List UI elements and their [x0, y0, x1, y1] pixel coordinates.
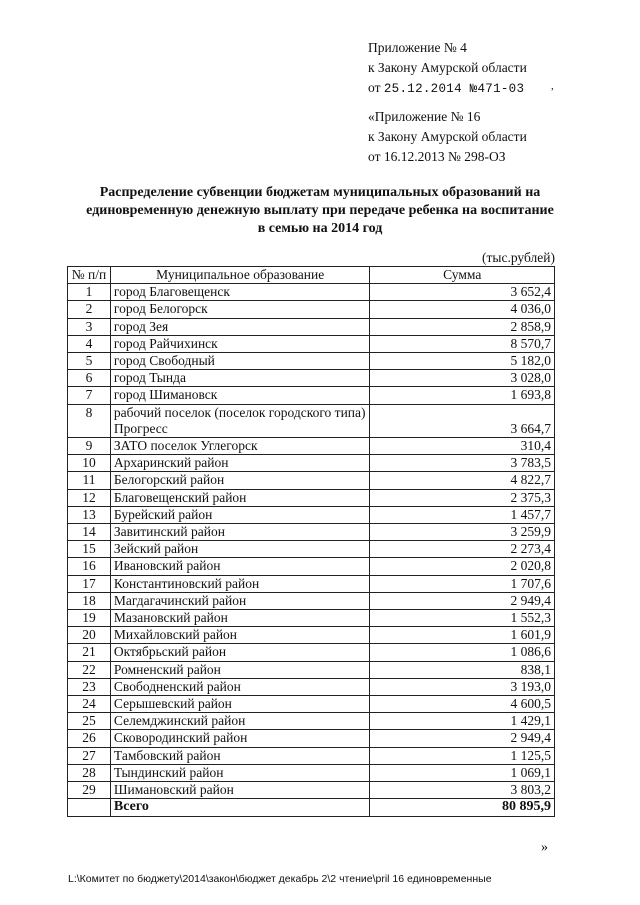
municipality-name: Благовещенский район	[110, 489, 370, 506]
subvention-sum: 3 652,4	[370, 284, 555, 301]
municipality-name: город Райчихинск	[110, 335, 370, 352]
original-law-reference: к Закону Амурской области	[368, 129, 527, 144]
municipality-name: Архаринский район	[110, 455, 370, 472]
municipality-name: Мазановский район	[110, 610, 370, 627]
row-number: 9	[68, 438, 111, 455]
subvention-sum: 3 028,0	[370, 370, 555, 387]
subvention-sum: 1 125,5	[370, 747, 555, 764]
row-number: 18	[68, 592, 111, 609]
row-number: 16	[68, 558, 111, 575]
row-number: 8	[68, 404, 111, 437]
table-row	[68, 764, 555, 781]
row-number: 13	[68, 506, 111, 523]
row-number: 24	[68, 696, 111, 713]
subvention-sum: 2 949,4	[370, 730, 555, 747]
table-row	[68, 370, 555, 387]
row-number: 10	[68, 455, 111, 472]
subvention-sum: 2 273,4	[370, 541, 555, 558]
table-header-row	[68, 267, 555, 284]
row-number: 5	[68, 353, 111, 370]
table-row	[68, 318, 555, 335]
municipality-name: ЗАТО поселок Углегорск	[110, 438, 370, 455]
municipality-name: город Тында	[110, 370, 370, 387]
title-line-3: в семью на 2014 год	[257, 221, 383, 236]
subvention-sum: 5 182,0	[370, 353, 555, 370]
municipality-name: Селемджинский район	[110, 713, 370, 730]
subvention-sum: 4 600,5	[370, 696, 555, 713]
original-appendix-header	[368, 107, 527, 167]
document-title	[60, 184, 580, 238]
municipality-name: Тындинский район	[110, 764, 370, 781]
subvention-sum: 1 086,6	[370, 644, 555, 661]
municipality-name: Сковородинский район	[110, 730, 370, 747]
subvention-sum: 4 822,7	[370, 472, 555, 489]
row-number: 19	[68, 610, 111, 627]
subvention-sum: 3 783,5	[370, 455, 555, 472]
table-row	[68, 627, 555, 644]
row-number: 28	[68, 764, 111, 781]
subvention-sum: 1 693,8	[370, 387, 555, 404]
table-row	[68, 489, 555, 506]
row-number: 14	[68, 524, 111, 541]
table-body	[68, 284, 555, 816]
row-number: 4	[68, 335, 111, 352]
table-row	[68, 730, 555, 747]
row-number: 1	[68, 284, 111, 301]
municipality-name: город Белогорск	[110, 301, 370, 318]
original-law-date: от 16.12.2013 № 298-ОЗ	[368, 149, 506, 164]
closing-quote: »	[541, 840, 548, 855]
municipality-name: Зейский район	[110, 541, 370, 558]
subvention-sum: 1 069,1	[370, 764, 555, 781]
table-row	[68, 575, 555, 592]
subvention-sum: 838,1	[370, 661, 555, 678]
municipality-name: рабочий поселок (поселок городского типа) Прогресс	[110, 404, 370, 437]
table-row	[68, 387, 555, 404]
table-row	[68, 696, 555, 713]
column-header-sum: Сумма	[370, 267, 555, 284]
table-row	[68, 404, 555, 437]
municipality-name: город Зея	[110, 318, 370, 335]
table-row	[68, 472, 555, 489]
row-number: 15	[68, 541, 111, 558]
table-row	[68, 506, 555, 523]
municipality-name: город Благовещенск	[110, 284, 370, 301]
row-number: 25	[68, 713, 111, 730]
total-row	[68, 799, 555, 816]
subvention-sum: 2 375,3	[370, 489, 555, 506]
subvention-sum: 1 429,1	[370, 713, 555, 730]
subvention-sum: 8 570,7	[370, 335, 555, 352]
row-number: 23	[68, 678, 111, 695]
total-number-cell	[68, 799, 111, 816]
subvention-sum: 4 036,0	[370, 301, 555, 318]
table-row	[68, 713, 555, 730]
table-row	[68, 678, 555, 695]
subvention-sum: 1 601,9	[370, 627, 555, 644]
table-row	[68, 610, 555, 627]
table-row	[68, 455, 555, 472]
subvention-sum: 310,4	[370, 438, 555, 455]
title-line-1: Распределение субвенции бюджетам муниципальных образований на	[99, 185, 541, 200]
title-line-2: единовременную денежную выплату при передаче ребенка на воспитание	[86, 203, 554, 218]
municipality-name: город Шимановск	[110, 387, 370, 404]
table-row	[68, 644, 555, 661]
municipality-name: Белогорский район	[110, 472, 370, 489]
subvention-sum: 3 193,0	[370, 678, 555, 695]
table-row	[68, 661, 555, 678]
subvention-sum: 1 552,3	[370, 610, 555, 627]
distribution-table	[67, 266, 555, 817]
column-header-municipality: Муниципальное образование	[110, 267, 370, 284]
row-number: 3	[68, 318, 111, 335]
original-appendix-number: «Приложение № 16	[368, 109, 481, 124]
municipality-name: Магдагачинский район	[110, 592, 370, 609]
law-date-prefix: от	[368, 80, 381, 95]
municipality-name: Константиновский район	[110, 575, 370, 592]
municipality-name: Тамбовский район	[110, 747, 370, 764]
subvention-sum: 1 707,6	[370, 575, 555, 592]
municipality-name: Завитинский район	[110, 524, 370, 541]
table-row	[68, 747, 555, 764]
table-row	[68, 353, 555, 370]
subvention-sum: 3 259,9	[370, 524, 555, 541]
units-label: (тыс.рублей)	[482, 250, 555, 265]
subvention-sum: 2 858,9	[370, 318, 555, 335]
table-row	[68, 284, 555, 301]
total-sum: 80 895,9	[370, 799, 555, 816]
appendix-law-reference: к Закону Амурской области	[368, 60, 527, 75]
table-row	[68, 592, 555, 609]
row-number: 2	[68, 301, 111, 318]
table-row	[68, 301, 555, 318]
law-date-stamp: 25.12.2014 №471-03	[383, 82, 525, 96]
row-number: 29	[68, 782, 111, 799]
total-label: Всего	[110, 799, 370, 816]
row-number: 20	[68, 627, 111, 644]
table-row	[68, 782, 555, 799]
row-number: 12	[68, 489, 111, 506]
table-row	[68, 335, 555, 352]
municipality-name: город Свободный	[110, 353, 370, 370]
subvention-sum: 2 020,8	[370, 558, 555, 575]
row-number: 27	[68, 747, 111, 764]
column-header-number: № п/п	[68, 267, 111, 284]
table-row	[68, 438, 555, 455]
municipality-name: Ивановский район	[110, 558, 370, 575]
municipality-name: Ромненский район	[110, 661, 370, 678]
row-number: 26	[68, 730, 111, 747]
subvention-sum: 3 803,2	[370, 782, 555, 799]
municipality-name: Серышевский район	[110, 696, 370, 713]
stray-mark: ,	[551, 80, 554, 92]
municipality-name: Михайловский район	[110, 627, 370, 644]
subvention-sum: 2 949,4	[370, 592, 555, 609]
table-row	[68, 524, 555, 541]
municipality-name: Шимановский район	[110, 782, 370, 799]
file-path-footer: L:\Комитет по бюджету\2014\закон\бюджет декабрь 2\2 чтение\pril 16 единовременные	[68, 873, 492, 885]
appendix-header	[368, 38, 527, 99]
appendix-number: Приложение № 4	[368, 40, 467, 55]
row-number: 21	[68, 644, 111, 661]
municipality-name: Свободненский район	[110, 678, 370, 695]
subvention-sum: 3 664,7	[370, 404, 555, 437]
table-row	[68, 558, 555, 575]
row-number: 7	[68, 387, 111, 404]
row-number: 22	[68, 661, 111, 678]
subvention-sum: 1 457,7	[370, 506, 555, 523]
row-number: 17	[68, 575, 111, 592]
row-number: 6	[68, 370, 111, 387]
appendix-law-date	[368, 78, 527, 99]
row-number: 11	[68, 472, 111, 489]
municipality-name: Октябрьский район	[110, 644, 370, 661]
municipality-name: Бурейский район	[110, 506, 370, 523]
table-row	[68, 541, 555, 558]
